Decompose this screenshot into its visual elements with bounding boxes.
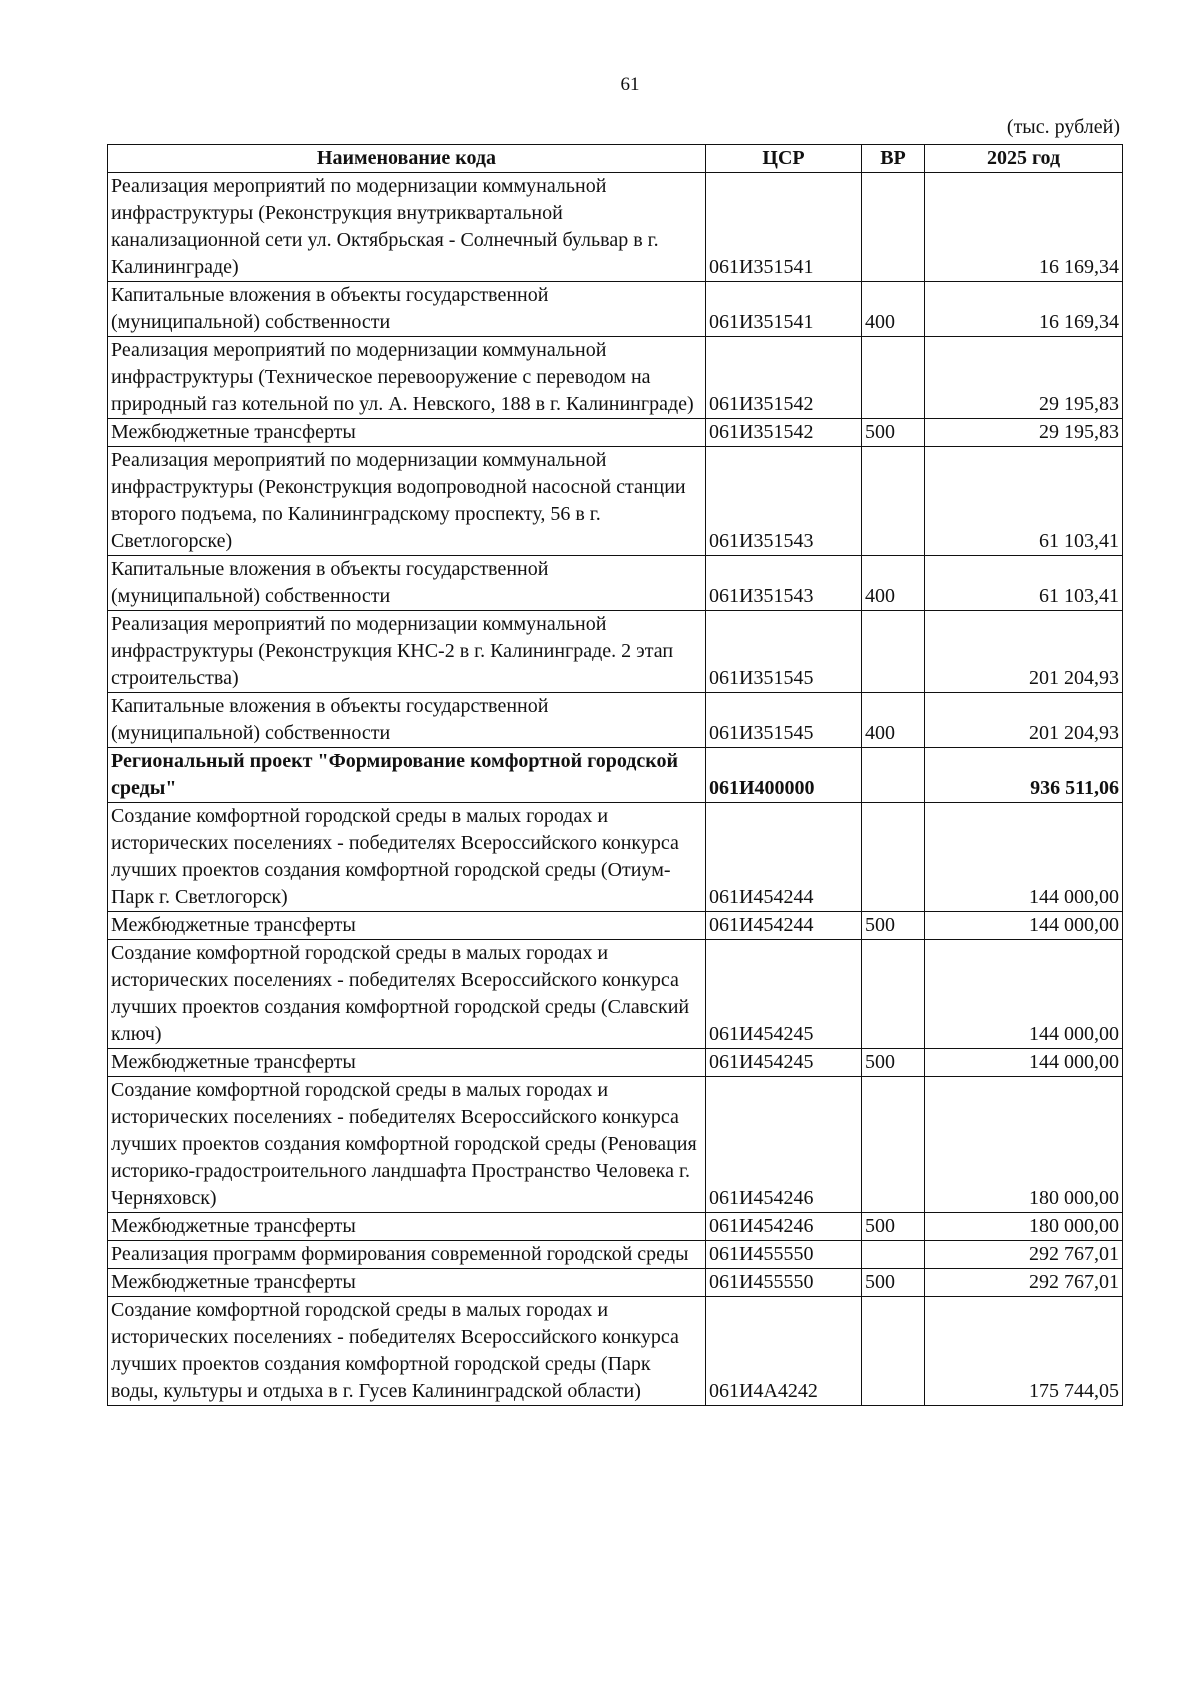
row-vr-code <box>862 940 925 1049</box>
row-vr-code: 500 <box>862 1213 925 1241</box>
table-row <box>108 748 1123 803</box>
table-row <box>108 447 1123 556</box>
row-name: Межбюджетные трансферты <box>108 1049 706 1077</box>
row-amount: 144 000,00 <box>925 803 1123 912</box>
row-name: Межбюджетные трансферты <box>108 1269 706 1297</box>
row-name: Капитальные вложения в объекты государственной (муниципальной) собственности <box>108 556 706 611</box>
table-row <box>108 337 1123 419</box>
header-vr: ВР <box>862 145 925 173</box>
row-amount: 180 000,00 <box>925 1077 1123 1213</box>
row-amount: 180 000,00 <box>925 1213 1123 1241</box>
budget-table <box>107 144 1123 1406</box>
row-amount: 292 767,01 <box>925 1269 1123 1297</box>
row-amount: 16 169,34 <box>925 173 1123 282</box>
row-vr-code: 500 <box>862 419 925 447</box>
row-csr-code: 061И351541 <box>706 282 862 337</box>
table-row <box>108 611 1123 693</box>
row-vr-code: 500 <box>862 1269 925 1297</box>
row-vr-code <box>862 1297 925 1406</box>
row-name: Региональный проект "Формирование комфортной городской среды" <box>108 748 706 803</box>
row-amount: 144 000,00 <box>925 940 1123 1049</box>
table-row <box>108 1213 1123 1241</box>
row-csr-code: 061И454244 <box>706 912 862 940</box>
row-csr-code: 061И400000 <box>706 748 862 803</box>
row-amount: 144 000,00 <box>925 912 1123 940</box>
row-vr-code: 500 <box>862 912 925 940</box>
row-name: Создание комфортной городской среды в малых городах и исторических поселениях - победителях Всероссийского конкурса лучших проектов создания комфортной городской среды (Реновация историко-градостроительного ландшафта Пространство Человека г. Черняховск) <box>108 1077 706 1213</box>
row-vr-code <box>862 748 925 803</box>
row-name: Капитальные вложения в объекты государственной (муниципальной) собственности <box>108 693 706 748</box>
page-number: 61 <box>620 74 640 95</box>
row-amount: 16 169,34 <box>925 282 1123 337</box>
table-row <box>108 693 1123 748</box>
row-amount: 61 103,41 <box>925 556 1123 611</box>
table-row <box>108 1049 1123 1077</box>
table-row <box>108 940 1123 1049</box>
header-year: 2025 год <box>925 145 1123 173</box>
row-vr-code <box>862 611 925 693</box>
row-name: Реализация мероприятий по модернизации коммунальной инфраструктуры (Реконструкция внутриквартальной канализационной сети ул. Октябрьская - Солнечный бульвар в г. Калининграде) <box>108 173 706 282</box>
row-vr-code: 500 <box>862 1049 925 1077</box>
row-vr-code <box>862 337 925 419</box>
table-row <box>108 1269 1123 1297</box>
row-amount: 292 767,01 <box>925 1241 1123 1269</box>
row-csr-code: 061И455550 <box>706 1269 862 1297</box>
row-csr-code: 061И351541 <box>706 173 862 282</box>
row-csr-code: 061И454246 <box>706 1077 862 1213</box>
table-row <box>108 912 1123 940</box>
row-csr-code: 061И454245 <box>706 1049 862 1077</box>
row-csr-code: 061И351545 <box>706 611 862 693</box>
row-vr-code: 400 <box>862 556 925 611</box>
row-csr-code: 061И351542 <box>706 337 862 419</box>
row-name: Реализация мероприятий по модернизации коммунальной инфраструктуры (Техническое перевооружение с переводом на природный газ котельной по ул. А. Невского, 188 в г. Калининграде) <box>108 337 706 419</box>
row-csr-code: 061И454246 <box>706 1213 862 1241</box>
table-row <box>108 173 1123 282</box>
row-csr-code: 061И455550 <box>706 1241 862 1269</box>
table-row <box>108 803 1123 912</box>
units-note: (тыс. рублей) <box>1006 116 1120 138</box>
row-amount: 144 000,00 <box>925 1049 1123 1077</box>
row-csr-code: 061И351545 <box>706 693 862 748</box>
table-row <box>108 556 1123 611</box>
header-csr: ЦСР <box>706 145 862 173</box>
row-amount: 29 195,83 <box>925 419 1123 447</box>
row-name: Реализация мероприятий по модернизации коммунальной инфраструктуры (Реконструкция водопроводной насосной станции второго подъема, по Калининградскому проспекту, 56 в г. Светлогорске) <box>108 447 706 556</box>
row-name: Межбюджетные трансферты <box>108 912 706 940</box>
table-row <box>108 1241 1123 1269</box>
row-amount: 29 195,83 <box>925 337 1123 419</box>
row-name: Капитальные вложения в объекты государственной (муниципальной) собственности <box>108 282 706 337</box>
row-amount: 201 204,93 <box>925 611 1123 693</box>
row-csr-code: 061И454245 <box>706 940 862 1049</box>
table-row <box>108 1297 1123 1406</box>
row-name: Межбюджетные трансферты <box>108 419 706 447</box>
row-name: Реализация программ формирования современной городской среды <box>108 1241 706 1269</box>
header-name: Наименование кода <box>108 145 706 173</box>
table-body <box>108 173 1123 1406</box>
row-amount: 936 511,06 <box>925 748 1123 803</box>
row-csr-code: 061И351543 <box>706 447 862 556</box>
row-csr-code: 061И351542 <box>706 419 862 447</box>
row-vr-code: 400 <box>862 693 925 748</box>
row-csr-code: 061И4А4242 <box>706 1297 862 1406</box>
row-vr-code <box>862 173 925 282</box>
row-vr-code: 400 <box>862 282 925 337</box>
row-amount: 201 204,93 <box>925 693 1123 748</box>
row-name: Создание комфортной городской среды в малых городах и исторических поселениях - победителях Всероссийского конкурса лучших проектов создания комфортной городской среды (Парк воды, культуры и отдыха в г. Гусев Калининградской области) <box>108 1297 706 1406</box>
table-header-row <box>108 145 1123 173</box>
row-vr-code <box>862 1077 925 1213</box>
row-amount: 175 744,05 <box>925 1297 1123 1406</box>
table-row <box>108 1077 1123 1213</box>
row-amount: 61 103,41 <box>925 447 1123 556</box>
row-csr-code: 061И351543 <box>706 556 862 611</box>
row-name: Реализация мероприятий по модернизации коммунальной инфраструктуры (Реконструкция КНС-2 в г. Калининграде. 2 этап строительства) <box>108 611 706 693</box>
row-name: Межбюджетные трансферты <box>108 1213 706 1241</box>
row-vr-code <box>862 1241 925 1269</box>
row-vr-code <box>862 803 925 912</box>
table-row <box>108 282 1123 337</box>
row-csr-code: 061И454244 <box>706 803 862 912</box>
row-name: Создание комфортной городской среды в малых городах и исторических поселениях - победителях Всероссийского конкурса лучших проектов создания комфортной городской среды (Славский ключ) <box>108 940 706 1049</box>
row-vr-code <box>862 447 925 556</box>
table-row <box>108 419 1123 447</box>
row-name: Создание комфортной городской среды в малых городах и исторических поселениях - победителях Всероссийского конкурса лучших проектов создания комфортной городской среды (Отиум-Парк г. Светлогорск) <box>108 803 706 912</box>
